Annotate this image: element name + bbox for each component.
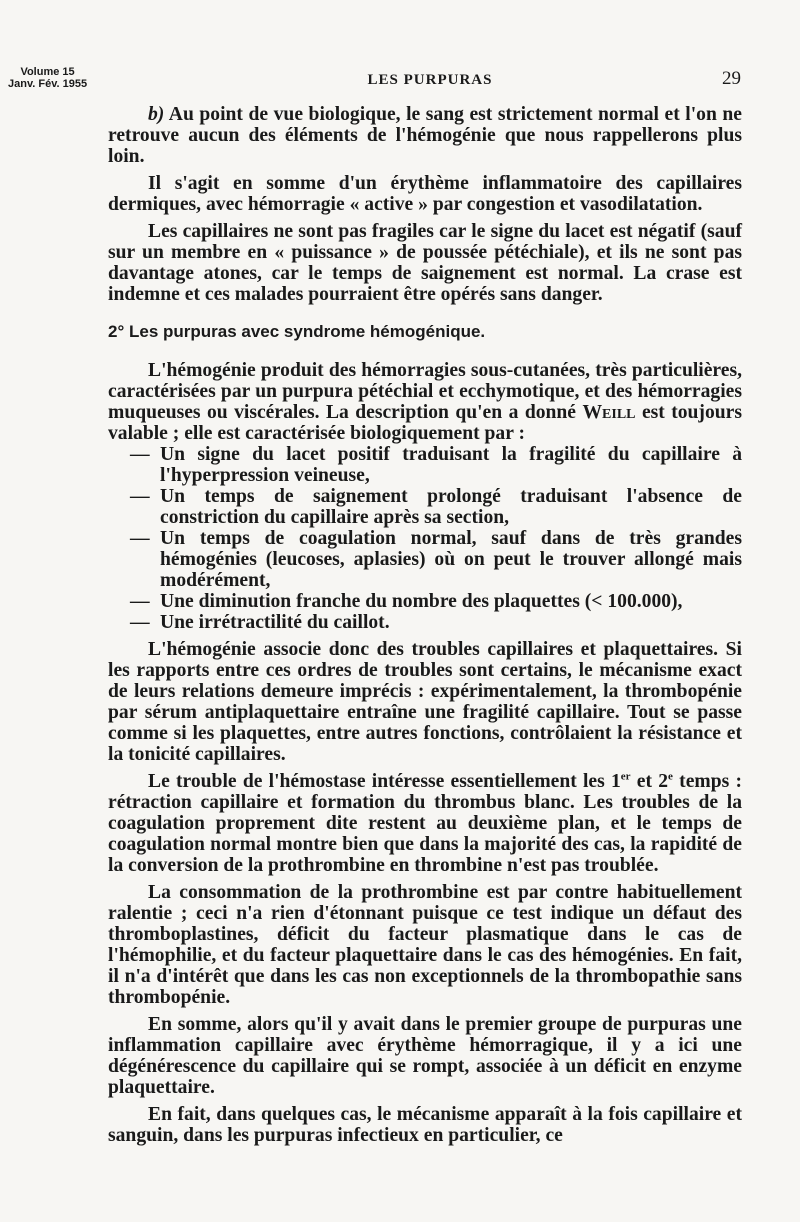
paragraph-6 bbox=[108, 771, 742, 876]
paragraph-3: Les capillaires ne sont pas fragiles car le signe du lacet est négatif (sauf sur un membre en « puissance » de poussée pétéchiale), et ils ne sont pas davantage atones, car le temps de saignement est normal. La crase est indemne et ces malades pourraient être opérés sans danger. bbox=[108, 221, 742, 305]
paragraph-7: La consommation de la prothrombine est par contre habituellement ralentie ; ceci n'a rien d'étonnant puisque ce test indique un défaut des thromboplastines, déficit du facteur plasmatique dans le cas de l'hémophilie, et du facteur plaquettaire dans le cas des hémogénies. En fait, il n'a d'intérêt que dans les cas non exceptionnels de la thrombopathie sans thrombopénie. bbox=[108, 882, 742, 1008]
author-name: Weill bbox=[582, 402, 636, 423]
list-item-text: Un signe du lacet positif traduisant la fragilité du capillaire à l'hyperpression veineuse, bbox=[160, 444, 742, 486]
list-item bbox=[130, 528, 742, 591]
paragraph-4 bbox=[108, 360, 742, 444]
ordinal-sup: er bbox=[620, 770, 631, 783]
paragraph-label: b) bbox=[148, 104, 165, 125]
list-item bbox=[130, 444, 742, 486]
section-heading: 2° Les purpuras avec syndrome hémogénique. bbox=[108, 322, 486, 341]
paragraph-8: En somme, alors qu'il y avait dans le premier groupe de purpuras une inflammation capillaire avec érythème hémorragique, il y a ici une dégénérescence du capillaire qui se rompt, associée à un déficit en enzyme plaquettaire. bbox=[108, 1014, 742, 1098]
paragraph-5: L'hémogénie associe donc des troubles capillaires et plaquettaires. Si les rapports entre ces ordres de troubles sont certains, le mécanisme exact de leurs relations demeure imprécis : expérimentalement, la thrombopénie par sérum antiplaquettaire entraîne une fragilité capillaire. Tout se passe comme si les plaquettes, entre autres fonctions, contrôlaient la résistance et la tonicité capillaires. bbox=[108, 639, 742, 765]
issue-date: Janv. Fév. 1955 bbox=[8, 78, 88, 90]
paragraph-4-text-a: L'hémogénie produit des hémorragies sous-cutanées, très particulières, caractérisées par un purpura pétéchial et ecchymotique, et des hémorragies muqueuses ou viscérales. La description qu'en a donné bbox=[108, 360, 742, 423]
list-item bbox=[130, 591, 742, 612]
paragraph-6-text-a: Le trouble de l'hémostase intéresse essentiellement les 1 bbox=[148, 771, 621, 792]
paragraph-1-text: Au point de vue biologique, le sang est strictement normal et l'on ne retrouve aucun des éléments de l'hémogénie que nous rappellerons plus loin. bbox=[108, 104, 742, 167]
list-dash: — bbox=[130, 528, 150, 549]
paragraph-2: Il s'agit en somme d'un érythème inflammatoire des capillaires dermiques, avec hémorragie « active » par congestion et vasodilatation. bbox=[108, 173, 742, 215]
page-number: 29 bbox=[722, 68, 741, 89]
list-item-text: Un temps de saignement prolongé traduisant l'absence de constriction du capillaire après sa section, bbox=[160, 486, 742, 528]
list-dash: — bbox=[130, 444, 150, 465]
paragraph-1 bbox=[108, 104, 742, 167]
list-item-text: Une diminution franche du nombre des plaquettes (< 100.000), bbox=[160, 591, 683, 612]
paragraph-6-text-b: et 2 bbox=[630, 771, 669, 792]
list-dash: — bbox=[130, 486, 150, 507]
list-dash: — bbox=[130, 591, 150, 612]
ordinal-sup: e bbox=[668, 770, 673, 783]
body-text bbox=[108, 104, 742, 1152]
volume-number: Volume 15 bbox=[20, 66, 75, 78]
list-item bbox=[130, 612, 742, 633]
paragraph-4-text-b: est toujours valable ; elle est caractérisée biologiquement par : bbox=[108, 402, 742, 444]
list-item-text: Une irrétractilité du caillot. bbox=[160, 612, 390, 633]
paragraph-9: En fait, dans quelques cas, le mécanisme apparaît à la fois capillaire et sanguin, dans les purpuras infectieux en particulier, ce bbox=[108, 1104, 742, 1146]
criteria-list bbox=[130, 444, 742, 633]
list-item bbox=[130, 486, 742, 528]
paragraph-6-text-c: temps : rétraction capillaire et formation du thrombus blanc. Les troubles de la coagulation proprement dite restent au deuxième plan, et le temps de coagulation normal montre bien que dans la majorité des cas, la rapidité de la conversion de la prothrombine en thrombine n'est pas troublée. bbox=[108, 771, 742, 876]
list-item-text: Un temps de coagulation normal, sauf dans de très grandes hémogénies (leucoses, aplasies) où on peut le trouver allongé mais modérément, bbox=[160, 528, 742, 591]
running-title: LES PURPURAS bbox=[367, 72, 493, 88]
volume-info bbox=[8, 66, 87, 90]
list-dash: — bbox=[130, 612, 150, 633]
